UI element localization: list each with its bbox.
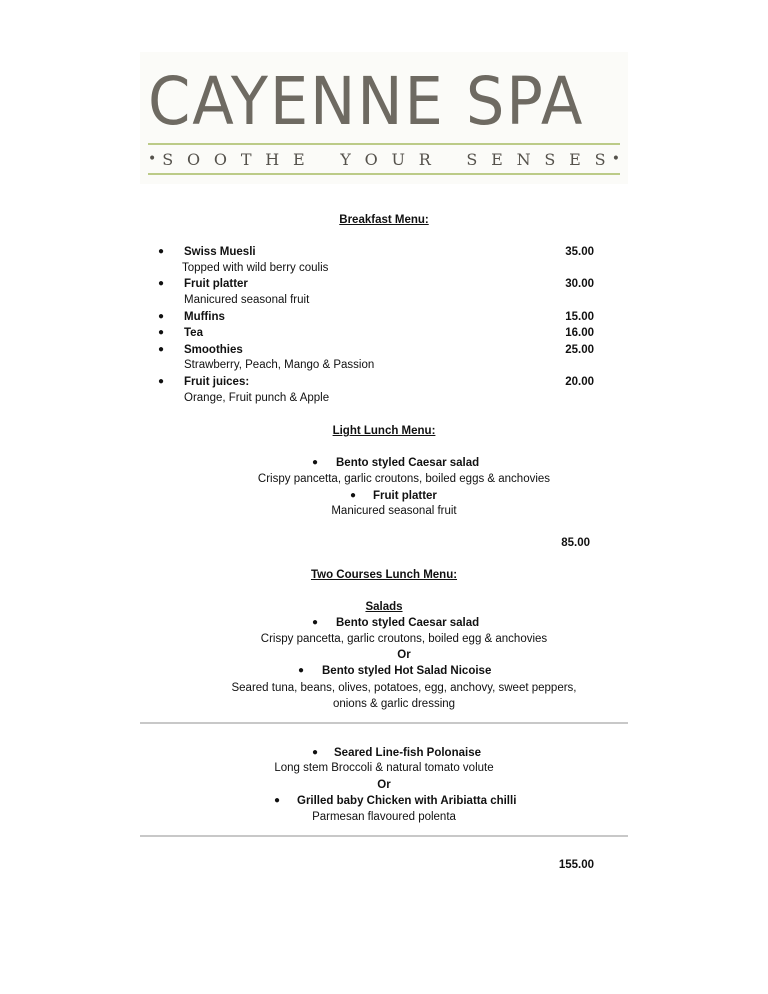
breakfast-item-name: Tea [184, 327, 203, 339]
breakfast-item-name: Fruit juices: [184, 376, 250, 388]
section-divider [140, 722, 628, 724]
bullet-icon: ● [158, 278, 165, 289]
breakfast-item-desc: Strawberry, Peach, Mango & Passion [184, 359, 375, 371]
bullet-icon: ● [312, 457, 319, 468]
or-divider: Or [397, 649, 411, 661]
logo-tagline [148, 148, 620, 170]
salad-item-desc: onions & garlic dressing [332, 698, 456, 710]
tagline-letter: Y [340, 149, 351, 169]
main-item-desc: Long stem Broccoli & natural tomato volute [274, 762, 494, 774]
breakfast-item-name: Muffins [184, 311, 225, 323]
tagline-letter: E [569, 149, 581, 169]
tagline-space [445, 150, 453, 169]
main-item-name: Seared Line-fish Polonaise [334, 747, 481, 759]
light-lunch-item-desc: Crispy pancetta, garlic croutons, boiled eggs & anchovies [257, 473, 551, 485]
logo-divider-bottom [148, 173, 620, 175]
light-lunch-item-name: Bento styled Caesar salad [336, 457, 480, 469]
breakfast-item-desc: Topped with wild berry coulis [182, 262, 329, 274]
light-lunch-heading: Light Lunch Menu: [332, 425, 436, 437]
tagline-space [318, 150, 326, 169]
tagline-letter: U [391, 149, 405, 169]
bullet-icon: ● [158, 311, 165, 322]
tagline-letter: S [544, 149, 556, 169]
breakfast-item-price: 20.00 [565, 376, 594, 388]
two-courses-heading: Two Courses Lunch Menu: [310, 569, 458, 581]
tagline-letter: O [213, 149, 228, 169]
salad-item-name: Bento styled Caesar salad [336, 617, 480, 629]
tagline-letter: S [466, 149, 478, 169]
logo-title: CAYENNE SPA [148, 63, 585, 140]
or-divider: Or [377, 779, 391, 791]
bullet-icon: ● [350, 490, 357, 501]
tagline-letter: O [364, 149, 378, 169]
breakfast-item-name: Swiss Muesli [184, 246, 256, 258]
tagline-letters [162, 150, 605, 169]
tagline-letter: O [187, 149, 201, 169]
tagline-letter: E [293, 149, 305, 169]
tagline-letter: R [418, 149, 431, 169]
two-courses-price: 155.00 [558, 859, 594, 871]
breakfast-item-price: 35.00 [565, 246, 594, 258]
breakfast-item-desc: Orange, Fruit punch & Apple [184, 392, 330, 404]
breakfast-item-name: Fruit platter [184, 278, 248, 290]
breakfast-item-price: 30.00 [565, 278, 594, 290]
tagline-dot-left: • [148, 151, 157, 167]
salad-item-desc: Seared tuna, beans, olives, potatoes, egg, anchovy, sweet peppers, [231, 682, 577, 694]
bullet-icon: ● [158, 344, 165, 355]
bullet-icon: ● [158, 246, 165, 257]
breakfast-item-price: 25.00 [565, 344, 594, 356]
tagline-letter: H [265, 149, 280, 169]
breakfast-item-price: 15.00 [565, 311, 594, 323]
breakfast-item-desc: Manicured seasonal fruit [184, 294, 310, 306]
breakfast-heading: Breakfast Menu: [339, 214, 429, 226]
main-item-name: Grilled baby Chicken with Aribiatta chilli [297, 795, 517, 807]
bullet-icon: ● [158, 376, 165, 387]
tagline-letter: S [594, 149, 606, 169]
salad-item-name: Bento styled Hot Salad Nicoise [322, 665, 492, 677]
breakfast-item-price: 16.00 [565, 327, 594, 339]
salad-item-desc: Crispy pancetta, garlic croutons, boiled egg & anchovies [260, 633, 548, 645]
main-item-desc: Parmesan flavoured polenta [312, 811, 456, 823]
light-lunch-price: 85.00 [561, 537, 590, 549]
section-divider [140, 835, 628, 837]
bullet-icon: ● [312, 617, 319, 628]
tagline-letter: N [516, 149, 531, 169]
tagline-letter: T [240, 149, 252, 169]
breakfast-item-name: Smoothies [184, 344, 243, 356]
bullet-icon: ● [158, 327, 165, 338]
bullet-icon: ● [312, 747, 319, 758]
light-lunch-item-name: Fruit platter [373, 490, 437, 502]
tagline-dot-right: • [611, 151, 620, 167]
tagline-letter: S [162, 149, 174, 169]
logo-divider-top [148, 143, 620, 145]
light-lunch-item-desc: Manicured seasonal fruit [331, 505, 457, 517]
bullet-icon: ● [298, 665, 305, 676]
bullet-icon: ● [274, 795, 281, 806]
salads-heading: Salads [365, 601, 403, 613]
tagline-letter: E [491, 149, 503, 169]
